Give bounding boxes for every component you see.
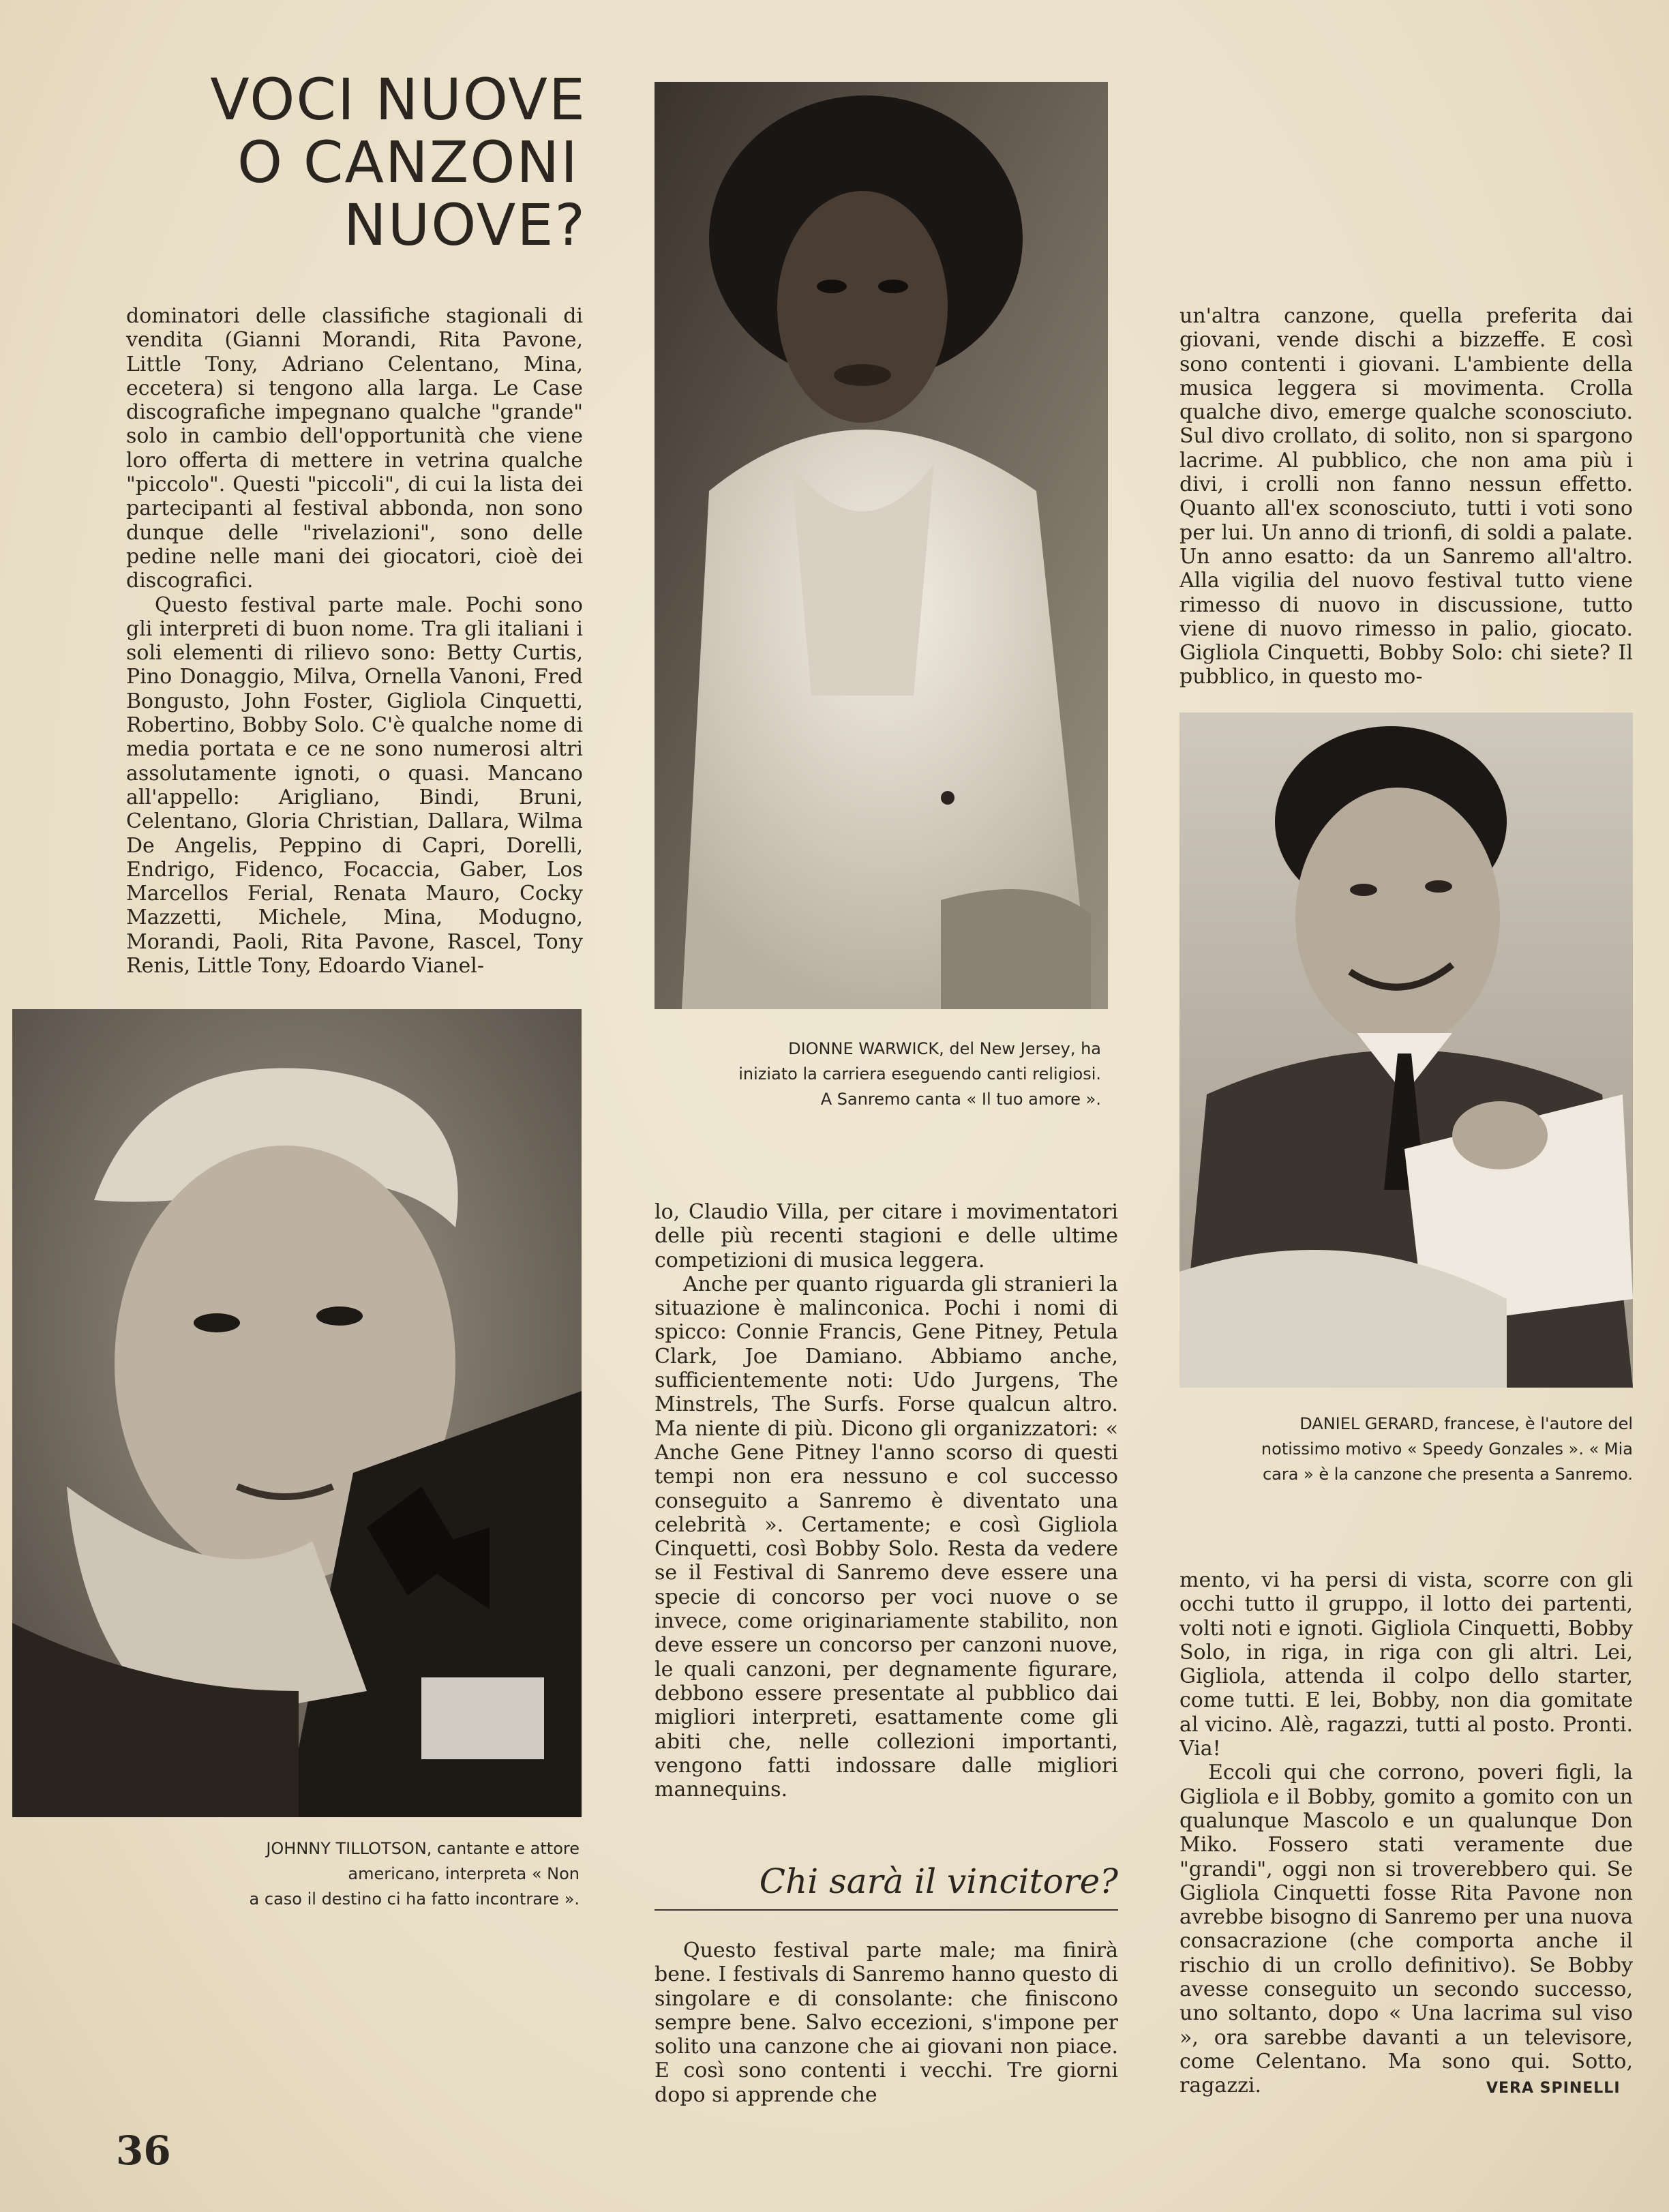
portrait-image [655,82,1108,1009]
paragraph: un'altra canzone, quella preferita dai giovani, vende dischi a bizzeffe. E così sono contenti i giovani. L'ambiente della musica leggera si movimenta. Crolla qualche divo, emerge qualche sconosciuto. Sul divo crollato, di solito, non si spargono lacrime. Al pubblico, che non ama più i divi, i crolli non fanno nessun effetto. Quanto all'ex sconosciuto, tutti i voti sono per lui. Un anno di trionfi, di soldi a palate. Un anno esatto: da un Sanremo all'altro. Alla vigilia del nuovo festival tutto viene rimesso di nuovo in discussione, tutto viene di nuovo rimesso in palio, giocato. Gigliola Cinquetti, Bobby Solo: chi siete? Il pubblico, in questo mo- [1179,304,1633,689]
photo-daniel-gerard [1179,713,1633,1388]
article-column-middle [655,1200,1118,1802]
article-column-middle-bottom [655,1939,1118,2107]
subheading-rule [655,1909,1118,1911]
paragraph: lo, Claudio Villa, per citare i movimentatori delle più recenti stagioni e delle ultime competizioni di musica leggera. [655,1200,1118,1272]
article-headline [205,68,586,256]
caption-line: DIONNE WARWICK, del New Jersey, ha [788,1039,1101,1058]
paragraph: Questo festival parte male. Pochi sono gli interpreti di buon nome. Tra gli italiani i soli elementi di rilievo sono: Betty Curtis, Pino Donaggio, Milva, Ornella Vanoni, Fred Bongusto, John Foster, Gigliola Cinquetti, Robertino, Bobby Solo. C'è qualche nome di media portata e ce ne sono numerosi altri assolutamente ignoti, o quasi. Mancano all'appello: Arigliano, Bindi, Bruni, Celentano, Gloria Christian, Dallara, Wilma De Angelis, Peppino di Capri, Dorelli, Endrigo, Fidenco, Focaccia, Gaber, Los Marcellos Ferial, Renata Mauro, Cocky Mazzetti, Michele, Mina, Modugno, Morandi, Paoli, Rita Pavone, Rascel, Tony Renis, Little Tony, Edoardo Vianel- [126,593,583,978]
portrait-image [1179,713,1633,1388]
headline-line-2: O CANZONI [237,129,580,196]
section-subheading: Chi sarà il vincitore? [759,1862,1118,1901]
caption-warwick [692,1036,1101,1112]
article-column-left [126,304,583,978]
article-column-right-top [1179,304,1633,689]
page-number: 36 [116,2127,171,2174]
caption-line: iniziato la carriera eseguendo canti religiosi. [738,1064,1101,1083]
headline-line-1: VOCI NUOVE [210,66,586,133]
photo-dionne-warwick [655,82,1108,1009]
caption-tillotson [123,1836,580,1912]
paragraph: Eccoli qui che corrono, poveri figli, la Gigliola e il Bobby, gomito a gomito con un qualunque Mascolo e un qualunque Don Miko. Fossero stati veramente due "grandi", oggi non si troverebbero qui. Se Gigliola Cinquetti fosse Rita Pavone non avrebbe bisogno di Sanremo per una nuova consacrazione (che comporta anche il rischio di un crollo definitivo). Se Bobby avesse conseguito un secondo successo, uno soltanto, dopo « Una lacrima sul viso », ora sarebbe davanti a un televisore, come Celentano. Ma sono qui. Sotto, ragazzi. [1179,1761,1633,2098]
author-byline: VERA SPINELLI [1486,2080,1621,2097]
caption-line: JOHNNY TILLOTSON, cantante e attore [266,1839,580,1858]
photo-johnny-tillotson [12,1009,582,1817]
caption-line: a caso il destino ci ha fatto incontrare ». [249,1889,580,1909]
caption-gerard [1179,1411,1633,1487]
portrait-image [12,1009,582,1817]
caption-line: cara » è la canzone che presenta a Sanremo. [1262,1465,1633,1484]
headline-line-3: NUOVE? [343,192,586,258]
paragraph: dominatori delle classifiche stagionali di vendita (Gianni Morandi, Rita Pavone, Little Tony, Adriano Celentano, Mina, eccetera) si tengono alla larga. Le Case discografiche impegnano qualche "grande" solo in cambio dell'opportunità che viene loro offerta di mettere in vetrina qualche "piccolo". Questi "piccoli", di cui la lista dei partecipanti al festival abbonda, non sono dunque delle "rivelazioni", sono delle pedine nelle mani dei giocatori, cioè dei discografici. [126,304,583,593]
caption-line: DANIEL GERARD, francese, è l'autore del [1299,1414,1633,1433]
paragraph: mento, vi ha persi di vista, scorre con gli occhi tutto il gruppo, il lotto dei partenti, volti noti e ignoti. Gigliola Cinquetti, Bobby Solo, in riga, in riga con gli altri. Lei, Gigliola, attenda il colpo dello starter, come tutti. E lei, Bobby, non dia gomitate al vicino. Alè, ragazzi, tutti al posto. Pronti. Via! [1179,1568,1633,1761]
article-column-right-bottom [1179,1568,1633,2098]
paragraph: Anche per quanto riguarda gli stranieri la situazione è malinconica. Pochi i nomi di spicco: Connie Francis, Gene Pitney, Petula Clark, Joe Damiano. Abbiamo anche, sufficientemente noti: Udo Jurgens, The Minstrels, The Surfs. Forse qualcun altro. Ma niente di più. Dicono gli organizzatori: « Anche Gene Pitney l'anno scorso di questi tempi non era nessuno e col successo conseguito a Sanremo è diventato una celebrità ». Certamente; e così Gigliola Cinquetti, così Bobby Solo. Resta da vedere se il Festival di Sanremo deve essere una specie di concorso per voci nuove o se invece, come originariamente stabilito, non deve essere un concorso per canzoni nuove, le quali canzoni, per degnamente figurare, debbono essere presentate al pubblico dai migliori interpreti, esattamente come gli abiti che, nelle collezioni importanti, vengono fatti indossare dalle migliori mannequins. [655,1272,1118,1802]
paragraph: Questo festival parte male; ma finirà bene. I festivals di Sanremo hanno questo di singolare e di consolante: che finiscono sempre bene. Salvo eccezioni, s'impone per solito una canzone che ai giovani non piace. E così sono contenti i vecchi. Tre giorni dopo si apprende che [655,1939,1118,2107]
caption-line: americano, interpreta « Non [348,1864,580,1883]
caption-line: A Sanremo canta « Il tuo amore ». [820,1090,1101,1109]
caption-line: notissimo motivo « Speedy Gonzales ». « Mia [1261,1439,1633,1459]
